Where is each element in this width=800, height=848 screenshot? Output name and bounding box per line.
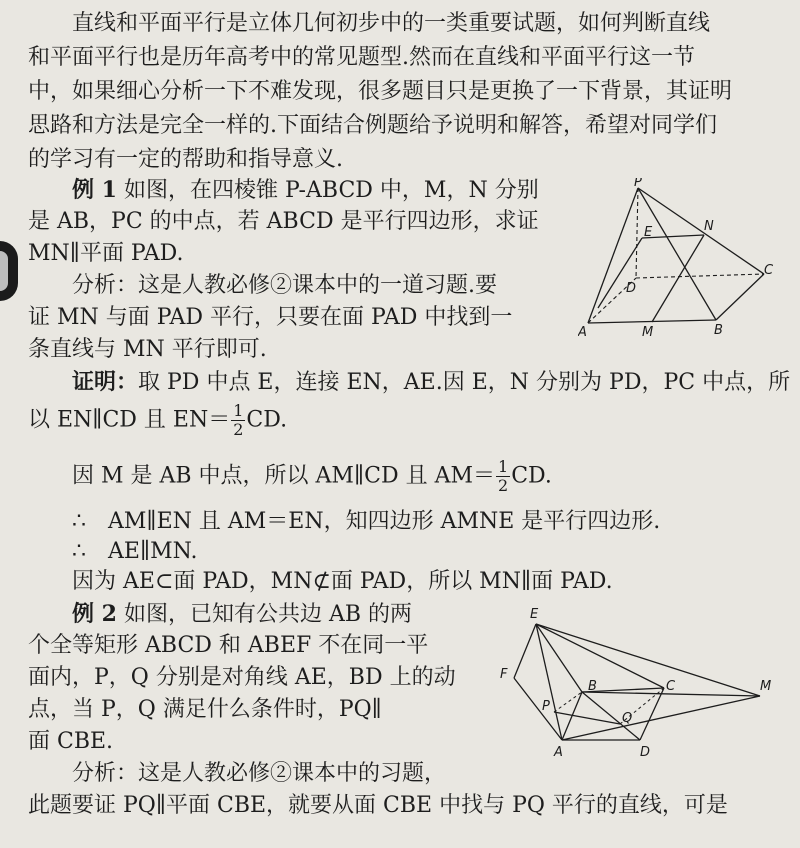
ex2-text-1: 如图，已知有公共边 AB 的两 bbox=[123, 602, 413, 627]
proof-label: 证明： bbox=[72, 369, 139, 395]
edge-PB bbox=[638, 188, 716, 320]
proof-line-1 bbox=[72, 368, 790, 397]
intro-line-3: 中，如果细心分析一下不难发现，很多题目只是更换了一下背景，其证明 bbox=[28, 79, 733, 104]
intro-line-2: 和平面平行也是历年高考中的常见题型.然而在直线和平面平行这一节 bbox=[28, 45, 695, 70]
ex2-line-2: 个全等矩形 ABCD 和 ABEF 不在同一平 bbox=[28, 633, 429, 658]
point-label-E: E bbox=[530, 607, 539, 622]
edge-EC bbox=[536, 624, 664, 688]
fraction-denominator: 2 bbox=[498, 476, 509, 495]
fraction-half-1 bbox=[231, 402, 245, 439]
point-label-P: P bbox=[634, 178, 642, 190]
ex1-line-3: MN∥平面 PAD. bbox=[28, 241, 184, 266]
ex2-line-1 bbox=[72, 600, 412, 629]
point-label-B: B bbox=[588, 679, 597, 694]
fraction-denominator: 2 bbox=[233, 420, 244, 439]
point-label-B: B bbox=[714, 323, 723, 338]
proof-text-2a: 以 EN∥CD 且 EN＝ bbox=[28, 407, 231, 433]
page-edge-tab bbox=[0, 241, 18, 301]
ex1-analysis-2: 证 MN 与面 PAD 平行，只要在面 PAD 中找到一 bbox=[28, 305, 513, 330]
edge-DC bbox=[636, 274, 764, 278]
edge-PC bbox=[638, 188, 764, 274]
edge-MN bbox=[652, 235, 704, 322]
point-label-Q: Q bbox=[622, 711, 633, 726]
edge-EM bbox=[536, 624, 760, 696]
edge-AM bbox=[562, 696, 760, 740]
proof-text-1: 取 PD 中点 E，连接 EN，AE.因 E，N 分别为 PD，PC 中点，所 bbox=[138, 370, 791, 395]
ex2-label: 例 2 bbox=[72, 601, 117, 627]
point-label-N: N bbox=[704, 219, 714, 234]
proof-line-5: ∴ AE∥MN. bbox=[72, 539, 198, 564]
ex2-line-4: 点，当 P，Q 满足什么条件时，PQ∥ bbox=[28, 697, 382, 722]
figure-1-pyramid bbox=[578, 178, 784, 340]
proof-text-3a: 因 M 是 AB 中点，所以 AM∥CD 且 AM＝ bbox=[72, 463, 495, 489]
edge-AE bbox=[598, 238, 642, 308]
proof-text-3b: CD. bbox=[511, 463, 552, 489]
point-label-A: A bbox=[554, 745, 563, 760]
proof-line-2 bbox=[28, 402, 287, 439]
edge-EB bbox=[536, 624, 582, 692]
point-label-M: M bbox=[642, 325, 654, 340]
edge-BC bbox=[716, 274, 764, 320]
fraction-numerator: 1 bbox=[498, 457, 509, 476]
ex1-line-1 bbox=[72, 176, 539, 205]
proof-line-3 bbox=[72, 458, 552, 495]
ex2-line-3: 面内，P，Q 分别是对角线 AE，BD 上的动 bbox=[28, 665, 456, 690]
edge-PQ bbox=[554, 712, 620, 724]
point-label-D: D bbox=[626, 281, 637, 296]
proof-line-6: 因为 AE⊂面 PAD，MN⊄面 PAD，所以 MN∥面 PAD. bbox=[72, 569, 613, 594]
ex1-analysis-3: 条直线与 MN 平行即可. bbox=[28, 337, 267, 362]
ex1-line-2: 是 AB，PC 的中点，若 ABCD 是平行四边形，求证 bbox=[28, 209, 539, 234]
ex1-label: 例 1 bbox=[72, 177, 117, 203]
ex2-line-5: 面 CBE. bbox=[28, 729, 114, 754]
page-edge-tab-inner bbox=[0, 251, 8, 291]
ex2-analysis-2: 此题要证 PQ∥平面 CBE，就要从面 CBE 中找与 PQ 平行的直线，可是 bbox=[28, 793, 728, 818]
proof-text-2b: CD. bbox=[246, 407, 288, 433]
point-label-C: C bbox=[666, 679, 676, 694]
proof-line-4: ∴ AM∥EN 且 AM＝EN，知四边形 AMNE 是平行四边形. bbox=[72, 509, 661, 534]
point-label-M: M bbox=[760, 679, 772, 694]
edge-DC bbox=[640, 688, 664, 740]
ex1-analysis-1: 分析：这是人教必修②课本中的一道习题.要 bbox=[72, 273, 497, 298]
figure-2-rectangles bbox=[492, 604, 784, 760]
edge-EF bbox=[514, 624, 536, 678]
intro-line-4: 思路和方法是完全一样的.下面结合例题给予说明和解答，希望对同学们 bbox=[28, 113, 717, 138]
point-label-A: A bbox=[578, 325, 587, 340]
point-label-C: C bbox=[764, 263, 774, 278]
edge-PD bbox=[636, 188, 638, 278]
point-label-E: E bbox=[644, 225, 653, 240]
point-label-F: F bbox=[500, 667, 508, 682]
fraction-numerator: 1 bbox=[233, 401, 244, 420]
point-label-P: P bbox=[542, 699, 550, 714]
point-label-D: D bbox=[640, 745, 651, 760]
intro-line-5: 的学习有一定的帮助和指导意义. bbox=[28, 147, 343, 172]
ex1-text-1: 如图，在四棱锥 P-ABCD 中，M，N 分别 bbox=[123, 178, 539, 203]
intro-line-1: 直线和平面平行是立体几何初步中的一类重要试题，如何判断直线 bbox=[72, 11, 711, 36]
ex2-analysis-1: 分析：这是人教必修②课本中的习题， bbox=[72, 761, 447, 786]
fraction-half-2 bbox=[496, 458, 510, 495]
